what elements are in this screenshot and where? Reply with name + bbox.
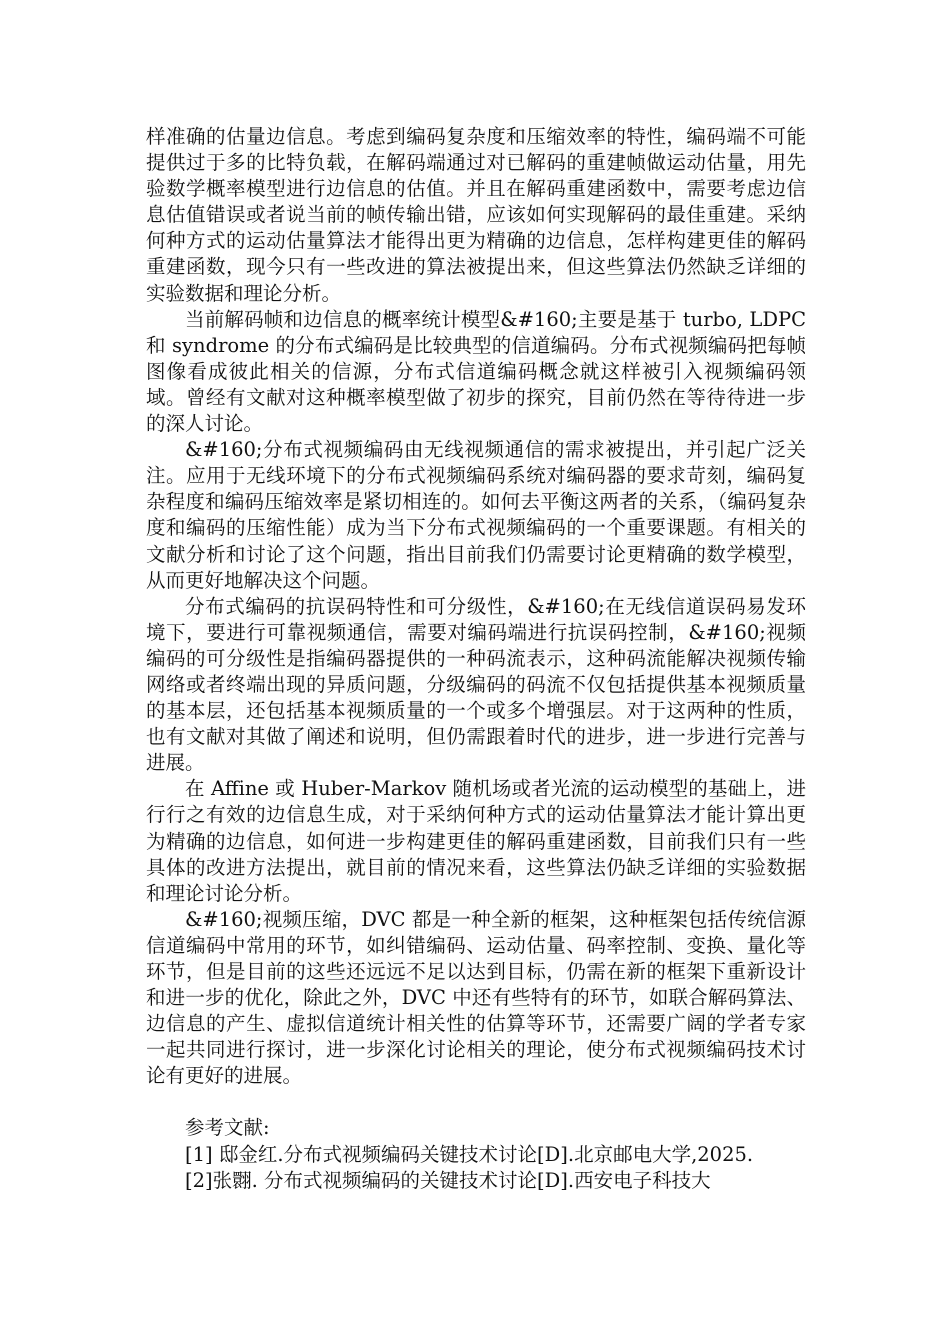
body-paragraph-5: 在 Affine 或 Huber-Markov 随机场或者光流的运动模型的基础上，进行行之有效的边信息生成，对于采纳何种方式的运动估量算法才能计算出更为精确的边信息，如何进一步构建更佳的解码重建函数，目前我们只有一些具体的改进方法提出，就目前的情况来看，这些算法仍缺乏详细的实验数据和理论讨论分析。 xyxy=(146,777,806,905)
body-paragraph-1: 样准确的估量边信息。考虑到编码复杂度和压缩效率的特性，编码端不可能提供过于多的比特负载，在解码端通过对已解码的重建帧做运动估量，用先验数学概率模型进行边信息的估值。并且在解码重建函数中，需要考虑边信息估值错误或者说当前的帧传输出错，应该如何实现解码的最佳重建。采纳何种方式的运动估量算法才能得出更为精确的边信息，怎样构建更佳的解码重建函数，现今只有一些改进的算法被提出来，但这些算法仍然缺乏详细的实验数据和理论分析。 xyxy=(146,125,806,305)
body-paragraph-6: &#160;视频压缩，DVC 都是一种全新的框架，这种框架包括传统信源信道编码中常用的环节，如纠错编码、运动估量、码率控制、变换、量化等环节，但是目前的这些还远远不足以达到目标，仍需在新的框架下重新设计和进一步的优化，除此之外，DVC 中还有些特有的环节，如联合解码算法、边信息的产生、虚拟信道统计相关性的估算等环节，还需要广阔的学者专家一起共同进行探讨，进一步深化讨论相关的理论，使分布式视频编码技术讨论有更好的进展。 xyxy=(146,907,806,1088)
reference-item-1: [1] 邸金红.分布式视频编码关键技术讨论[D].北京邮电大学,2025. xyxy=(185,1142,754,1166)
body-paragraph-4: 分布式编码的抗误码特性和可分级性，&#160;在无线信道误码易发环境下，要进行可靠视频通信，需要对编码端进行抗误码控制，&#160;视频编码的可分级性是指编码器提供的一种码流表示，这种码流能解决视频传输网络或者终端出现的异质问题，分级编码的码流不仅包括提供基本视频质量的基本层，还包括基本视频质量的一个或多个增强层。对于这两种的性质，也有文献对其做了阐述和说明，但仍需跟着时代的进步，进一步进行完善与进展。 xyxy=(146,594,806,775)
reference-item-2: [2]张翾. 分布式视频编码的关键技术讨论[D].西安电子科技大 xyxy=(185,1168,711,1192)
body-paragraph-2: 当前解码帧和边信息的概率统计模型&#160;主要是基于 turbo, LDPC 和 syndrome 的分布式编码是比较典型的信道编码。分布式视频编码把每帧图像看成彼此相关的信源，分布式信道编码概念就这样被引入视频编码领域。曾经有文献对这种概率模型做了初步的探究，目前仍然在等待待进一步的深人讨论。 xyxy=(146,307,806,436)
document-body xyxy=(146,124,806,1194)
body-paragraph-3: &#160;分布式视频编码由无线视频通信的需求被提出，并引起广泛关注。应用于无线环境下的分布式视频编码系统对编码器的要求苛刻，编码复杂程度和编码压缩效率是紧切相连的。如何去平衡这两者的关系，（编码复杂度和编码的压缩性能）成为当下分布式视频编码的一个重要课题。有相关的文献分析和讨论了这个问题，指出目前我们仍需要讨论更精确的数学模型，从而更好地解决这个问题。 xyxy=(146,438,806,592)
references-heading: 参考文献: xyxy=(185,1116,270,1140)
